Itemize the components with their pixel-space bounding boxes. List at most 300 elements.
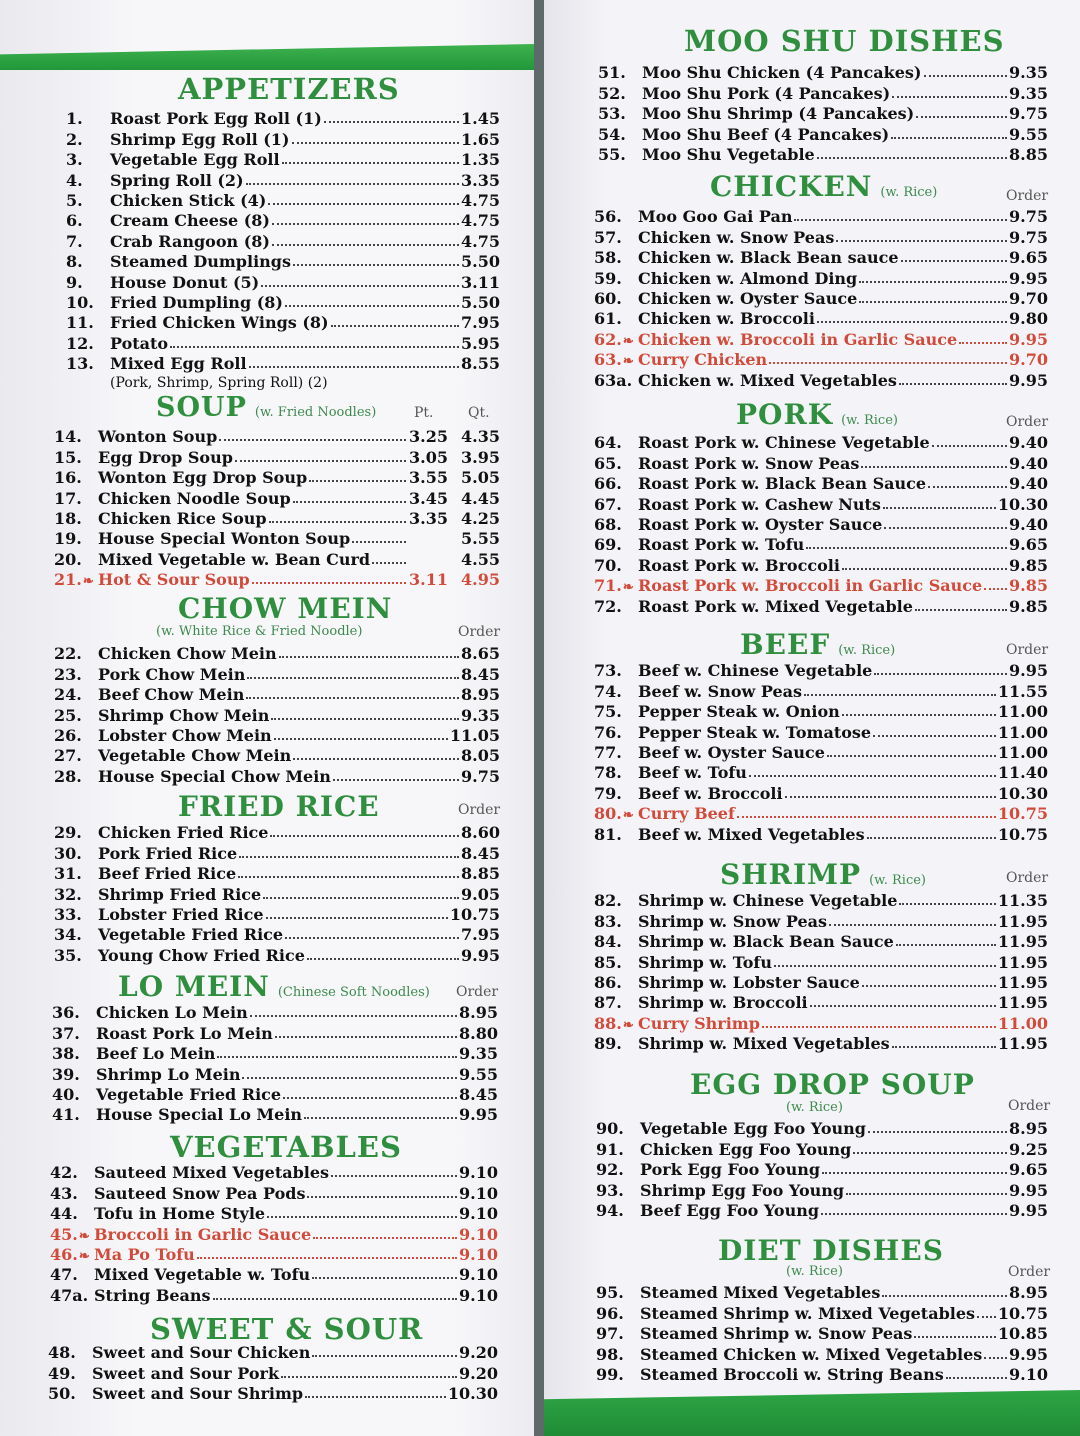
item-name: Beef w. Oyster Sauce [638, 742, 825, 762]
item-number: 19. [54, 529, 82, 549]
item-price: 11.00 [997, 742, 1048, 762]
item-number: 41. [52, 1105, 80, 1125]
item-number: 53. [598, 104, 626, 124]
item-number: 9. [66, 272, 83, 292]
item-name: Fried Dumpling (8) [110, 292, 283, 312]
item-number: 82. [594, 891, 622, 911]
leader-dots [293, 264, 459, 266]
item-name: Broccoli in Garlic Sauce [94, 1224, 312, 1244]
item-number: 45. [50, 1224, 78, 1244]
item-name: Shrimp Lo Mein [96, 1064, 241, 1084]
leader-dots [774, 965, 996, 967]
leader-dots [274, 738, 448, 740]
item-number: 81. [594, 824, 622, 844]
item-name: Roast Pork Egg Roll (1) [110, 109, 322, 129]
menu-item [66, 149, 500, 169]
menu-item [594, 554, 1048, 574]
item-name: Shrimp Egg Roll (1) [110, 129, 290, 149]
item-number: 77. [594, 742, 622, 762]
item-price: 9.10 [459, 1204, 498, 1224]
item-price: 9.40 [1009, 514, 1048, 534]
menu-item [594, 349, 1048, 369]
menu-item [594, 595, 1048, 615]
egg-drop-note: (w. Rice) [786, 1100, 843, 1115]
menu-item [54, 467, 500, 487]
item-price: 9.95 [459, 1105, 498, 1125]
item-price: 8.45 [461, 843, 500, 863]
leader-dots [915, 609, 1007, 611]
item-number: 98. [596, 1344, 624, 1364]
chicken-title [710, 170, 937, 203]
item-number: 8. [66, 252, 83, 272]
item-name: Shrimp w. Lobster Sauce [638, 972, 860, 992]
item-number: 79. [594, 783, 622, 803]
menu-item [66, 251, 500, 271]
item-price: 7.95 [461, 313, 500, 333]
leader-dots [882, 1295, 1007, 1297]
item-name: Steamed Mixed Vegetables [640, 1283, 881, 1303]
item-name: Sweet and Sour Shrimp [92, 1384, 304, 1404]
item-name: Shrimp w. Chinese Vegetable [638, 891, 898, 911]
item-number: 70. [594, 555, 622, 575]
menu-item [50, 1284, 498, 1304]
item-number: 26. [54, 725, 82, 745]
menu-item [52, 1022, 498, 1042]
leader-dots [861, 466, 1007, 468]
leader-dots [762, 1026, 996, 1028]
menu-item [598, 62, 1048, 82]
item-price: 9.35 [461, 705, 500, 725]
menu-item [50, 1182, 498, 1202]
leader-dots [275, 1036, 457, 1038]
egg-drop-order-header: Order [1008, 1098, 1051, 1114]
item-price: 10.75 [997, 804, 1048, 824]
item-price: 9.95 [1009, 1344, 1048, 1364]
item-price: 9.55 [1009, 124, 1048, 144]
menu-item [598, 123, 1048, 143]
item-name: Chicken w. Snow Peas [638, 227, 835, 247]
menu-item [594, 328, 1048, 348]
item-name: Shrimp Chow Mein [98, 705, 270, 725]
item-name: Roast Pork w. Cashew Nuts [638, 494, 881, 514]
menu-item [54, 426, 500, 446]
item-number: 50. [48, 1384, 76, 1404]
leader-dots [170, 346, 459, 348]
item-price: 9.10 [459, 1163, 498, 1183]
item-number: 16. [54, 468, 82, 488]
item-number: 93. [596, 1180, 624, 1200]
item-price: 8.45 [459, 1084, 498, 1104]
item-price: 8.80 [459, 1023, 498, 1043]
menu-item [594, 823, 1048, 843]
item-price: 9.95 [461, 945, 500, 965]
item-number: 3. [66, 150, 83, 170]
item-name: Moo Shu Shrimp (4 Pancakes) [642, 104, 915, 124]
item-price: 4.75 [461, 211, 500, 231]
item-price: 9.40 [1009, 453, 1048, 473]
leader-dots [896, 944, 996, 946]
item-number: 47. [50, 1265, 78, 1285]
beef-title-text: BEEF [740, 628, 831, 661]
leader-dots [892, 1046, 996, 1048]
vegetables-title: VEGETABLES [170, 1130, 402, 1164]
pork-note: (w. Rice) [841, 413, 898, 428]
menu-item [594, 992, 1048, 1012]
menu-item [54, 548, 500, 568]
leader-dots [305, 1396, 446, 1398]
menu-item [54, 765, 500, 785]
fried-rice-order-header: Order [458, 802, 501, 818]
leader-dots [331, 325, 459, 327]
menu-item [596, 1138, 1048, 1158]
item-name: Shrimp w. Broccoli [638, 993, 808, 1013]
menu-item [594, 369, 1048, 389]
menu-item [596, 1302, 1048, 1322]
item-name: Chicken Lo Mein [96, 1003, 248, 1023]
menu-item [594, 721, 1048, 741]
menu-item [594, 226, 1048, 246]
moo-shu-title: MOO SHU DISHES [684, 24, 1005, 58]
item-name: Roast Pork w. Broccoli [638, 555, 840, 575]
leader-dots [249, 366, 460, 368]
leader-dots [822, 1172, 1007, 1174]
item-number-wrap [50, 1245, 94, 1264]
menu-item [54, 446, 500, 466]
menu-item [594, 951, 1048, 971]
chili-pepper-icon: ❧ [622, 580, 634, 596]
leader-dots [984, 588, 1007, 590]
item-number: 28. [54, 766, 82, 786]
item-number-wrap [594, 350, 638, 369]
item-price: 10.30 [997, 494, 1048, 514]
item-price: 11.40 [997, 763, 1048, 783]
item-name: Chicken Stick (4) [110, 190, 267, 210]
diet-note: (w. Rice) [786, 1264, 843, 1279]
item-name: Chicken w. Almond Ding [638, 268, 858, 288]
menu-item [596, 1118, 1048, 1138]
item-name: Young Chow Fried Rice [98, 945, 305, 965]
menu-item [598, 103, 1048, 123]
leader-dots [859, 281, 1007, 283]
menu-item [54, 924, 500, 944]
leader-dots [313, 1237, 457, 1239]
egg-drop-title: EGG DROP SOUP [690, 1068, 975, 1101]
menu-item [54, 508, 500, 528]
chow-mein-note: (w. White Rice & Fried Noodle) [156, 624, 363, 639]
item-number: 64. [594, 433, 622, 453]
menu-item [596, 1343, 1048, 1363]
item-name: Moo Shu Beef (4 Pancakes) [642, 124, 890, 144]
item-number: 76. [594, 722, 622, 742]
item-price: 8.60 [461, 823, 500, 843]
leader-dots [884, 527, 1007, 529]
item-price-quart: 4.95 [461, 570, 500, 590]
leader-dots [928, 486, 1007, 488]
item-price: 8.85 [461, 864, 500, 884]
item-price: 11.55 [997, 681, 1048, 701]
item-price: 9.95 [1009, 370, 1048, 390]
leader-dots [892, 96, 1007, 98]
item-price: 9.20 [459, 1343, 498, 1363]
appetizers-list [66, 108, 500, 391]
menu-item [66, 210, 500, 230]
leader-dots [914, 1336, 995, 1338]
item-price: 9.35 [1009, 83, 1048, 103]
menu-item [54, 725, 500, 745]
item-number-wrap [54, 570, 98, 589]
leader-dots [246, 697, 459, 699]
leader-dots [846, 1193, 1007, 1195]
item-name: Shrimp w. Mixed Vegetables [638, 1034, 890, 1054]
item-price-quart: 3.95 [461, 447, 500, 467]
menu-item [594, 680, 1048, 700]
item-number: 42. [50, 1163, 78, 1183]
menu-item [50, 1264, 498, 1284]
item-name: Sauteed Snow Pea Pods [94, 1183, 306, 1203]
item-name: Steamed Broccoli w. String Beans [640, 1364, 944, 1384]
sweet-sour-list [48, 1342, 498, 1403]
item-number: 60. [594, 288, 622, 308]
item-number: 99. [596, 1364, 624, 1384]
item-name: Chicken w. Mixed Vegetables [638, 370, 897, 390]
item-price-pint: 3.45 [409, 488, 448, 508]
item-name: Pork Chow Mein [98, 664, 246, 684]
leader-dots [292, 142, 460, 144]
item-number: 75. [594, 702, 622, 722]
item-price-quart: 4.55 [461, 549, 500, 569]
menu-item [594, 308, 1048, 328]
menu-item [52, 1002, 498, 1022]
item-name: Fried Chicken Wings (8) [110, 313, 329, 333]
item-price: 11.95 [997, 1034, 1048, 1054]
leader-dots [868, 1131, 1007, 1133]
item-number: 35. [54, 945, 82, 965]
leader-dots [271, 718, 459, 720]
item-name: Roast Pork w. Tofu [638, 535, 805, 555]
menu-item [594, 534, 1048, 554]
leader-dots [281, 1376, 457, 1378]
item-name: Beef Lo Mein [96, 1044, 216, 1064]
item-name: Beef Chow Mein [98, 685, 245, 705]
leader-dots [252, 582, 406, 584]
item-price-quart: 4.45 [461, 488, 500, 508]
item-number: 54. [598, 124, 626, 144]
menu-item [594, 288, 1048, 308]
item-price: 11.95 [997, 993, 1048, 1013]
item-price-quart: 5.55 [461, 529, 500, 549]
item-price: 10.30 [447, 1384, 498, 1404]
leader-dots [874, 673, 1007, 675]
item-name: String Beans [94, 1285, 211, 1305]
leader-dots [285, 305, 459, 307]
item-number: 36. [52, 1003, 80, 1023]
diet-order-header: Order [1008, 1264, 1051, 1280]
item-number: 13. [66, 354, 94, 374]
menu-item [48, 1383, 498, 1403]
item-number: 85. [594, 952, 622, 972]
item-name: House Special Chow Mein [98, 766, 331, 786]
leader-dots [372, 562, 406, 564]
shrimp-list [594, 890, 1048, 1053]
leader-dots [836, 240, 1007, 242]
chicken-note: (w. Rice) [880, 185, 938, 200]
item-price: 10.85 [997, 1324, 1048, 1344]
item-price: 9.80 [1009, 309, 1048, 329]
chili-pepper-icon: ❧ [622, 808, 634, 824]
menu-item [50, 1162, 498, 1182]
leader-dots [810, 1005, 996, 1007]
chicken-title-text: CHICKEN [710, 170, 873, 203]
leader-dots [261, 285, 459, 287]
item-name: Steamed Chicken w. Mixed Vegetables [640, 1344, 983, 1364]
leader-dots [873, 735, 996, 737]
item-price: 11.00 [997, 722, 1048, 742]
menu-item [594, 206, 1048, 226]
item-number: 18. [54, 508, 82, 528]
leader-dots [737, 816, 996, 818]
leader-dots [213, 1298, 457, 1300]
item-name: Chicken w. Black Bean sauce [638, 248, 899, 268]
item-price: 11.05 [449, 725, 500, 745]
item-name: Crab Rangoon (8) [110, 231, 270, 251]
item-name: Chicken Chow Mein [98, 644, 277, 664]
item-name: Vegetable Egg Foo Young [640, 1119, 866, 1139]
item-number: 58. [594, 248, 622, 268]
leader-dots [242, 1077, 457, 1079]
menu-item [596, 1200, 1048, 1220]
item-price: 9.05 [461, 884, 500, 904]
menu-item [52, 1104, 498, 1124]
item-number-wrap [594, 804, 638, 823]
chili-pepper-icon: ❧ [82, 574, 94, 590]
menu-item [596, 1282, 1048, 1302]
menu-item [594, 910, 1048, 930]
item-name: Vegetable Fried Rice [96, 1084, 282, 1104]
leader-dots [312, 1277, 457, 1279]
item-number: 47a. [50, 1285, 89, 1305]
item-price: 5.50 [461, 252, 500, 272]
leader-dots [859, 301, 1007, 303]
menu-item [54, 704, 500, 724]
item-number: 15. [54, 447, 82, 467]
item-number: 12. [66, 333, 94, 353]
item-number: 78. [594, 763, 622, 783]
item-price: 3.11 [461, 272, 500, 292]
item-price: 7.95 [461, 925, 500, 945]
item-price: 1.45 [461, 109, 500, 129]
chow-mein-order-header: Order [458, 624, 501, 640]
item-price: 8.95 [1009, 1283, 1048, 1303]
item-price: 9.40 [1009, 433, 1048, 453]
menu-item [50, 1203, 498, 1223]
pork-list [594, 432, 1048, 616]
menu-item [594, 247, 1048, 267]
item-number: 23. [54, 664, 82, 684]
menu-item [66, 190, 500, 210]
item-number: 61. [594, 309, 622, 329]
item-number: 27. [54, 746, 82, 766]
item-price: 9.70 [1009, 288, 1048, 308]
menu-item [594, 575, 1048, 595]
green-band-top [0, 44, 534, 70]
item-name: Shrimp w. Snow Peas [638, 911, 828, 931]
item-name: Curry Shrimp [638, 1013, 760, 1033]
menu-item [54, 883, 500, 903]
item-price-pint: 3.35 [409, 508, 448, 528]
menu-item [594, 890, 1048, 910]
item-price: 9.10 [459, 1265, 498, 1285]
item-number: 83. [594, 911, 622, 931]
menu-item [54, 904, 500, 924]
leader-dots [268, 203, 459, 205]
item-price: 10.75 [449, 904, 500, 924]
item-name: Mixed Vegetable w. Tofu [94, 1265, 311, 1285]
item-number: 90. [596, 1119, 624, 1139]
menu-item [48, 1342, 498, 1362]
item-number: 88. [594, 1013, 622, 1033]
item-number: 55. [598, 144, 626, 164]
item-price: 9.95 [1009, 268, 1048, 288]
item-price: 1.65 [461, 129, 500, 149]
menu-item [66, 292, 500, 312]
soup-list [54, 426, 500, 589]
item-price: 9.65 [1009, 248, 1048, 268]
menu-item [594, 660, 1048, 680]
leader-dots [307, 958, 459, 960]
menu-item [594, 1033, 1048, 1053]
pork-title-text: PORK [736, 398, 834, 431]
item-name: Egg Drop Soup [98, 447, 233, 467]
item-price: 9.65 [1009, 535, 1048, 555]
item-number: 74. [594, 681, 622, 701]
item-price: 11.95 [997, 932, 1048, 952]
item-name: Chicken w. Broccoli in Garlic Sauce [638, 329, 958, 349]
item-name: Moo Shu Chicken (4 Pancakes) [642, 63, 922, 83]
item-name: Vegetable Egg Roll [110, 150, 280, 170]
item-number: 84. [594, 932, 622, 952]
leader-dots [272, 244, 459, 246]
menu-item [596, 1179, 1048, 1199]
pork-title [736, 398, 898, 431]
item-name: House Donut (5) [110, 272, 260, 292]
leader-dots [817, 321, 1007, 323]
item-price: 9.75 [1009, 104, 1048, 124]
leader-dots [279, 656, 459, 658]
item-number: 91. [596, 1139, 624, 1159]
item-number: 65. [594, 453, 622, 473]
appetizers-title: APPETIZERS [178, 72, 400, 106]
item-price: 9.95 [1009, 329, 1048, 349]
leader-dots [883, 507, 996, 509]
menu-item [54, 528, 500, 548]
item-number: 34. [54, 925, 82, 945]
leader-dots [235, 460, 406, 462]
item-name: Vegetable Fried Rice [98, 925, 284, 945]
menu-item [54, 643, 500, 663]
item-price: 1.35 [461, 150, 500, 170]
shrimp-note: (w. Rice) [869, 873, 927, 888]
item-name: Pork Fried Rice [98, 843, 238, 863]
beef-note: (w. Rice) [838, 643, 896, 658]
item-price: 10.75 [997, 1303, 1048, 1323]
leader-dots [899, 383, 1007, 385]
fried-rice-list [54, 822, 500, 965]
item-name: Moo Shu Pork (4 Pancakes) [642, 83, 891, 103]
menu-item [54, 842, 500, 862]
item-price-quart: 5.05 [461, 468, 500, 488]
chili-pepper-icon: ❧ [622, 354, 634, 370]
item-number: 95. [596, 1283, 624, 1303]
